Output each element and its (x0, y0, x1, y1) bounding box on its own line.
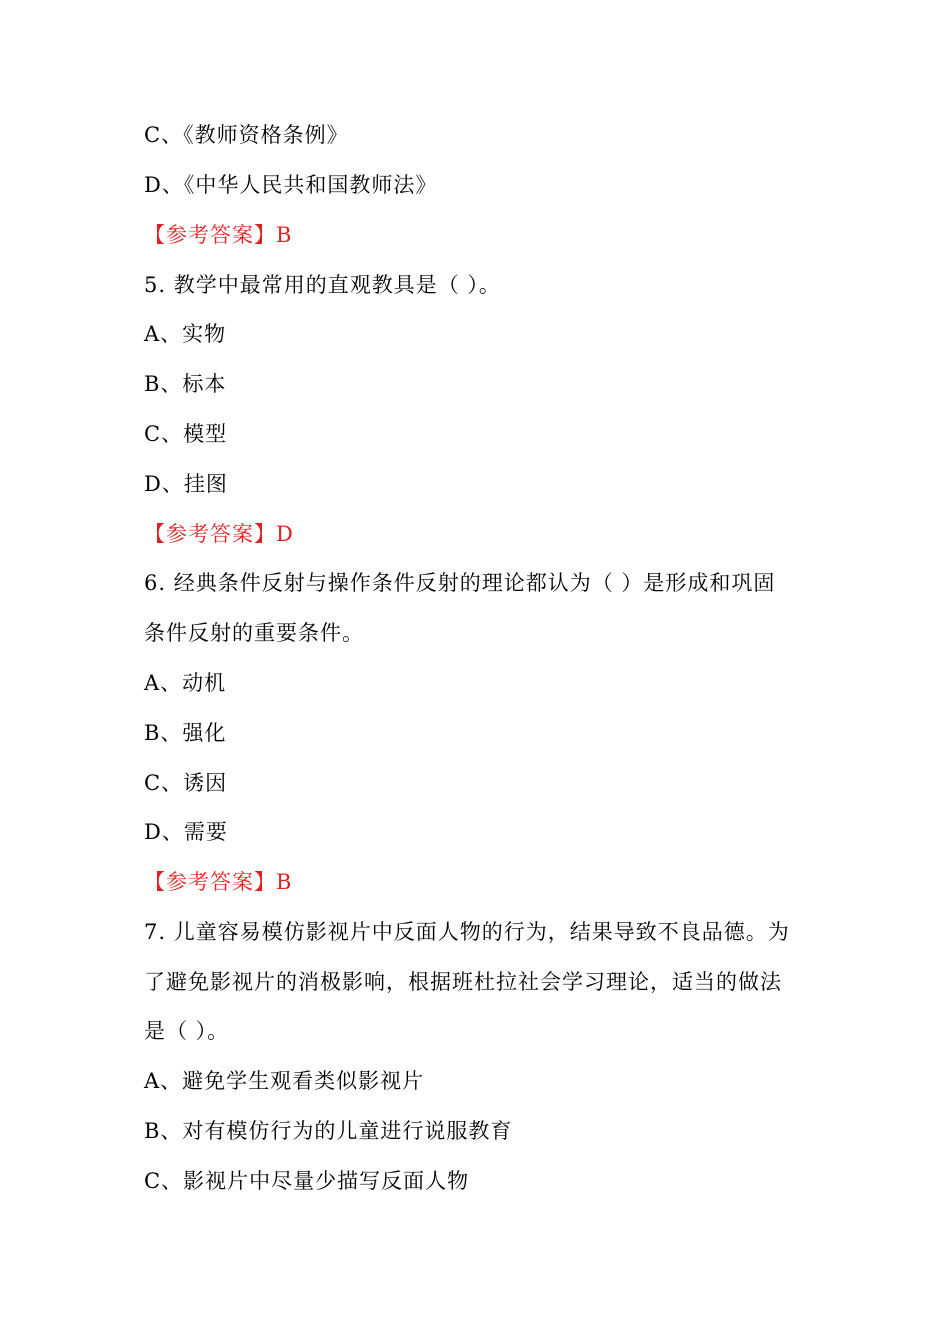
option-line: B、对有模仿行为的儿童进行说服教育 (144, 1119, 513, 1143)
question-line: 了避免影视片的消极影响，根据班杜拉社会学习理论，适当的做法 (144, 970, 782, 994)
question-line: 6. 经典条件反射与操作条件反射的理论都认为（ ）是形成和巩固 (144, 571, 776, 595)
option-line: A、动机 (144, 671, 227, 695)
option-line: C、模型 (144, 422, 228, 446)
question-line: 7. 儿童容易模仿影视片中反面人物的行为，结果导致不良品德。为 (144, 920, 790, 944)
question-line: 是（ ）。 (144, 1019, 230, 1043)
answer-line: 【参考答案】B (144, 223, 293, 247)
question-line: 5. 教学中最常用的直观教具是（ ）。 (144, 273, 501, 297)
answer-line: 【参考答案】D (144, 522, 294, 546)
option-line: D、《中华人民共和国教师法》 (144, 173, 438, 197)
option-line: D、需要 (144, 820, 228, 844)
option-line: B、强化 (144, 721, 227, 745)
option-line: C、影视片中尽量少描写反面人物 (144, 1169, 470, 1193)
answer-line: 【参考答案】B (144, 870, 293, 894)
option-line: C、诱因 (144, 771, 228, 795)
option-line: D、挂图 (144, 472, 228, 496)
option-line: A、实物 (144, 322, 227, 346)
option-line: C、《教师资格条例》 (144, 123, 349, 147)
option-line: B、标本 (144, 372, 227, 396)
option-line: A、避免学生观看类似影视片 (144, 1069, 425, 1093)
question-line: 条件反射的重要条件。 (144, 621, 364, 645)
